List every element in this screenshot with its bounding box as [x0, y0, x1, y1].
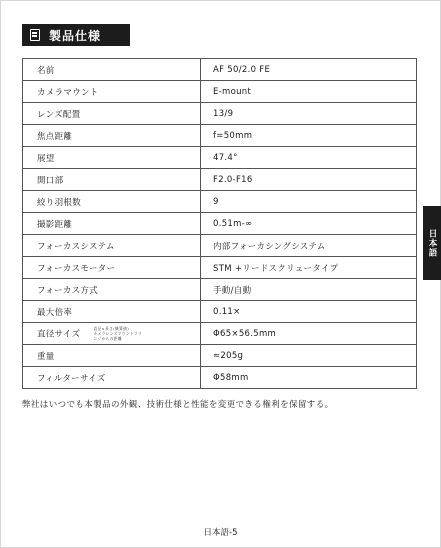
- spec-label: フォーカスモーター: [23, 257, 201, 279]
- spec-label: フォーカスシステム: [23, 235, 201, 257]
- spec-label: 開口部: [23, 169, 201, 191]
- spec-value: Φ65×56.5mm: [201, 323, 417, 345]
- table-row: [23, 147, 417, 169]
- note-line: 直径×長さ(概算値): [93, 326, 130, 331]
- table-row: [23, 59, 417, 81]
- spec-value: F2.0-F16: [201, 169, 417, 191]
- page-number: 日本語-5: [203, 528, 238, 538]
- spec-label: カメラマウント: [23, 81, 201, 103]
- spec-label: 重量: [23, 345, 201, 367]
- table-row: [23, 345, 417, 367]
- spec-label: フィルターサイズ: [23, 367, 201, 389]
- table-row: [23, 169, 417, 191]
- table-row: [23, 323, 417, 345]
- spec-label: レンズ配置: [23, 103, 201, 125]
- spec-label: 絞り羽根数: [23, 191, 201, 213]
- table-row: [23, 301, 417, 323]
- note-line: カメラレンズマウントフラ: [93, 331, 143, 336]
- language-side-tab: [423, 206, 441, 280]
- table-row: [23, 81, 417, 103]
- table-row: [23, 279, 417, 301]
- table-row: [23, 213, 417, 235]
- spec-label: 展望: [23, 147, 201, 169]
- spec-label: 焦点距離: [23, 125, 201, 147]
- spec-label: 名前: [23, 59, 201, 81]
- spec-value: STM +リードスクリュータイプ: [201, 257, 417, 279]
- spec-value: E-mount: [201, 81, 417, 103]
- spec-label: 直径サイズ: [37, 329, 81, 340]
- spec-label: 最大倍率: [23, 301, 201, 323]
- spec-label: フォーカス方式: [23, 279, 201, 301]
- spec-value: ≈205g: [201, 345, 417, 367]
- table-row: [23, 191, 417, 213]
- spec-label-cell: [23, 323, 201, 345]
- spec-value: f=50mm: [201, 125, 417, 147]
- document-icon: [30, 29, 40, 41]
- spec-value: 0.51m-∞: [201, 213, 417, 235]
- spec-value: 13/9: [201, 103, 417, 125]
- footnote: 弊社はいつでも本製品の外観、技術仕様と性能を変更できる権利を保留する。: [22, 400, 334, 410]
- spec-value: 手動/自動: [201, 279, 417, 301]
- spec-value: AF 50/2.0 FE: [201, 59, 417, 81]
- table-row: [23, 257, 417, 279]
- spec-value: 0.11×: [201, 301, 417, 323]
- spec-table: [22, 58, 417, 389]
- spec-value: 内部フォーカシングシステム: [201, 235, 417, 257]
- table-row: [23, 367, 417, 389]
- spec-value: Φ58mm: [201, 367, 417, 389]
- spec-label: 撮影距離: [23, 213, 201, 235]
- spec-value: 47.4°: [201, 147, 417, 169]
- language-label: 日本語: [427, 228, 437, 258]
- spec-value: 9: [201, 191, 417, 213]
- table-row: [23, 125, 417, 147]
- section-header: [22, 24, 130, 46]
- section-title: 製品仕様: [49, 28, 102, 43]
- note-line: ンジからの距離: [93, 336, 122, 341]
- spec-label-note: [93, 326, 142, 341]
- table-row: [23, 103, 417, 125]
- table-row: [23, 235, 417, 257]
